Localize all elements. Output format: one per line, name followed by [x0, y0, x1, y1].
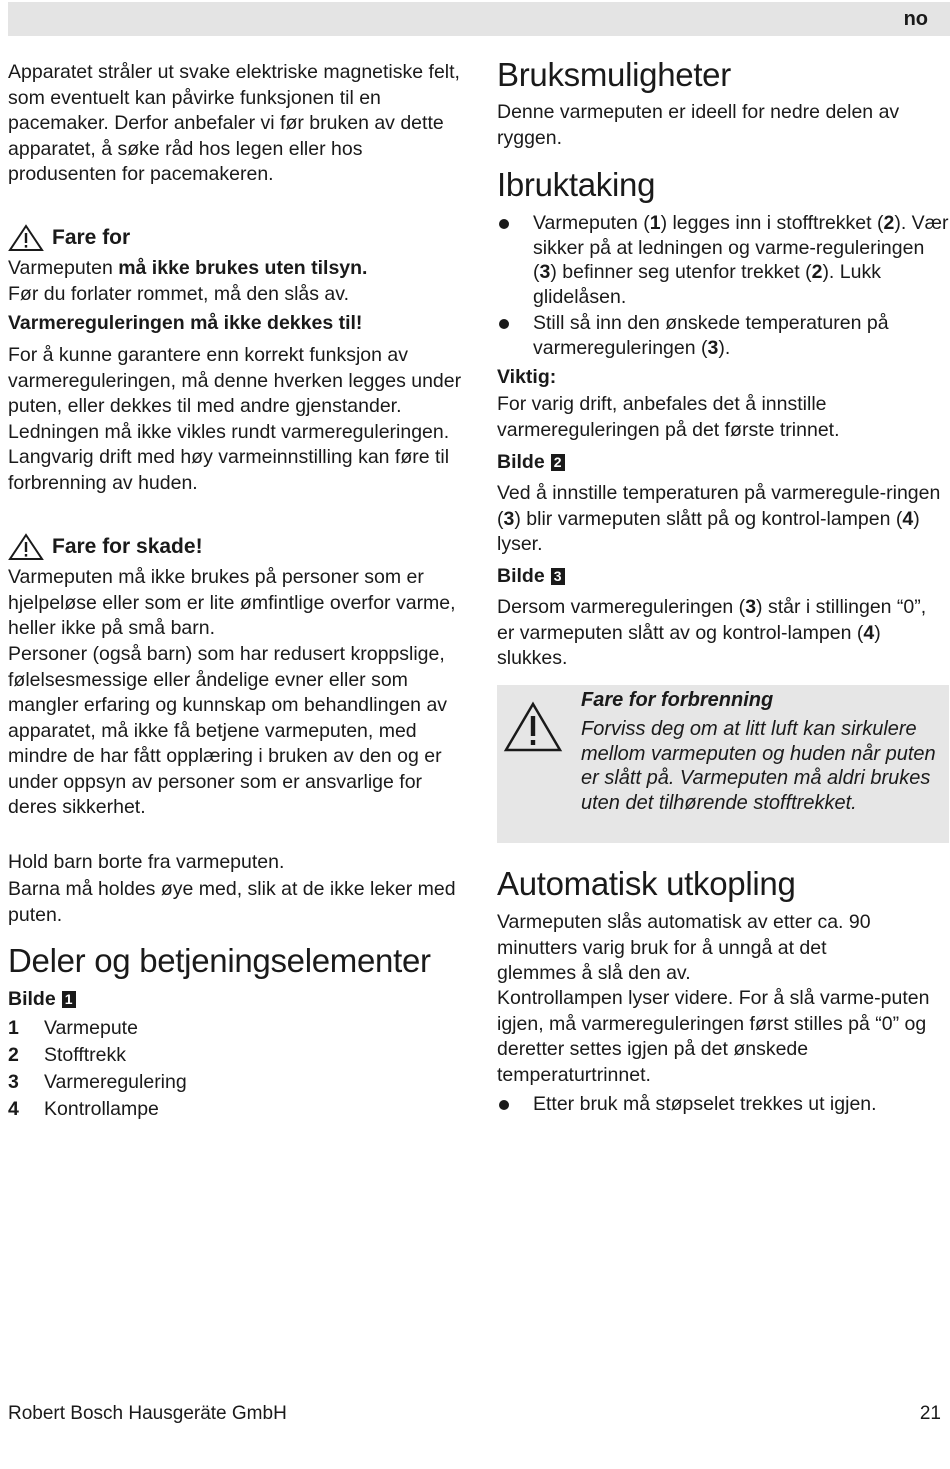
- step-text: ).: [718, 336, 731, 359]
- do-not-cover-line: Varmereguleringen må ikke dekkes til!: [8, 312, 363, 334]
- part-label: Stofftrekk: [44, 1044, 127, 1066]
- header-bar: [8, 2, 950, 36]
- usage-text: Denne varmeputen er ideell for nedre delen av ryggen.: [497, 101, 900, 149]
- figure-text: Ved å innstille temperaturen på varmeregule-ringen (: [497, 482, 941, 530]
- auto-off-steps: [497, 1092, 947, 1117]
- important-label: Viktig:: [497, 366, 557, 388]
- startup-step-1: [497, 211, 949, 309]
- important-text: For varig drift, anbefales det å innstille varmereguleringen på det første trinnet.: [497, 393, 840, 441]
- step-text: ). Vær sikker på at ledningen og varme-reguleringen (: [533, 212, 949, 283]
- startup-heading: Ibruktaking: [497, 166, 656, 203]
- figure-label-text: Bilde: [497, 451, 545, 473]
- usage-heading: Bruksmuligheter: [497, 56, 731, 93]
- figure-3-text: [497, 595, 945, 672]
- supervision-line: [8, 256, 463, 282]
- regulator-paragraph: For å kunne garantere enn korrekt funksjon av varmereguleringen, må denne hverken legges under puten, eller dekkes til med andre gjenstander. Ledningen må ikke vikles rundt varmereguleringen. Langvarig drift med høy varmeinnstilling kan føre til forbrenning av huden.: [8, 344, 462, 494]
- step-ref: 1: [649, 212, 661, 234]
- figure-label-text: Bilde: [497, 565, 545, 587]
- step-ref: 2: [811, 261, 823, 283]
- injury-paragraph-1: Varmeputen må ikke brukes på personer som er hjelpeløse eller som er lite ømfintlige overfor varme, heller ikke på små barn.: [8, 566, 456, 639]
- part-number: 4: [8, 1098, 19, 1120]
- startup-step-2: [497, 311, 949, 360]
- warning-triangle-icon: [8, 224, 44, 252]
- warning-title-2: Fare for skade!: [52, 535, 203, 558]
- page-number: 21: [919, 1403, 941, 1424]
- part-label: Kontrollampe: [44, 1098, 159, 1120]
- parts-list-item: [8, 1069, 187, 1096]
- injury-paragraph-3: Hold barn borte fra varmeputen.: [8, 851, 285, 873]
- injury-paragraph-2: Personer (også barn) som har redusert kroppslige, følelsesmessige eller åndelige evner eller som mangler erfaring og kunnskap om behandlingen av apparatet, må ikke få betjene varmeputen, med mindre de har fått opplæring i bruken av den og er under oppsyn av personer som er ansvarlige for deres sikkerhet.: [8, 643, 448, 818]
- caution-text: Forviss deg om at litt luft kan sirkulere mellom varmeputen og huden når puten er slått på. Varmeputen må aldri brukes uten det tilhørende stofftrekket.: [581, 718, 936, 814]
- figure-2-label: [497, 449, 565, 475]
- step-ref: 3: [707, 336, 719, 359]
- part-number: 1: [8, 1017, 19, 1039]
- figure-3-label: [497, 563, 565, 589]
- step-ref: 3: [539, 261, 551, 283]
- step-text: ) befinner seg utenfor trekket (: [550, 261, 812, 283]
- figure-number-box: 2: [551, 454, 565, 471]
- step-text: Varmeputen (: [533, 212, 650, 234]
- auto-off-paragraph-2: Kontrollampen lyser videre. For å slå varme-puten igjen, må varmereguleringen først stilles på “0” og deretter settes igjen på det ønskede temperaturtrinnet.: [497, 987, 930, 1086]
- step-text: Still så inn den ønskede temperaturen på varmereguleringen (: [533, 312, 889, 359]
- caution-title: Fare for forbrenning: [581, 689, 774, 711]
- supervision-text: Varmeputen: [8, 257, 119, 279]
- figure-text: ) blir varmeputen slått på og kontrol-lampen (: [514, 507, 903, 530]
- figure-text: ) står i stillingen “0”, er varmeputen slått av og kontrol-lampen (: [497, 596, 927, 644]
- figure-text: Dersom varmereguleringen (: [497, 596, 746, 618]
- figure-number-box: 3: [551, 568, 565, 585]
- part-number: 3: [8, 1071, 19, 1093]
- pacemaker-notice: Apparatet stråler ut svake elektriske magnetiske felt, som eventuelt kan påvirke funksjonen til en pacemaker. Derfor anbefaler vi før bruken av dette apparatet, å søke råd hos legen eller hos produsenten for pacemakeren.: [8, 61, 460, 185]
- warning-heading-2: [8, 533, 203, 561]
- parts-heading: Deler og betjeningselementer: [8, 942, 431, 979]
- figure-ref: 3: [745, 596, 757, 618]
- figure-label-text: Bilde: [8, 988, 56, 1010]
- figure-text: ) lyser.: [497, 507, 920, 555]
- step-text: ) legges inn i stofftrekket (: [660, 212, 884, 234]
- caution-content: [581, 687, 941, 815]
- language-code: no: [903, 8, 928, 30]
- figure-text: ) slukkes.: [497, 621, 881, 669]
- warning-triangle-icon: [8, 533, 44, 561]
- injury-paragraph-4: Barna må holdes øye med, slik at de ikke leker med puten.: [8, 878, 456, 926]
- auto-off-paragraph-1: Varmeputen slås automatisk av etter ca. 90 minutters varig bruk for å unngå at det glemmes å slå den av.: [497, 911, 871, 984]
- supervision-bold: må ikke brukes uten tilsyn.: [118, 257, 368, 279]
- warning-triangle-icon: [503, 701, 563, 753]
- warning-heading-1: [8, 224, 130, 252]
- parts-list-item: [8, 1015, 187, 1042]
- footer-company: Robert Bosch Hausgeräte GmbH: [8, 1403, 287, 1424]
- figure-ref: 4: [902, 507, 914, 530]
- step-ref: 2: [883, 212, 895, 234]
- step-text: ). Lukk glidelåsen.: [533, 261, 881, 308]
- part-number: 2: [8, 1044, 19, 1066]
- auto-off-step: Etter bruk må støpselet trekkes ut igjen.: [497, 1092, 947, 1117]
- figure-ref: 4: [863, 621, 875, 644]
- parts-list: [8, 1015, 187, 1123]
- warning-title-1: Fare for: [52, 226, 131, 249]
- part-label: Varmepute: [44, 1017, 138, 1039]
- burn-caution-box: [497, 685, 949, 843]
- auto-off-heading: Automatisk utkopling: [497, 865, 796, 902]
- parts-list-item: [8, 1042, 187, 1069]
- switch-off-line: Før du forlater rommet, må den slås av.: [8, 283, 349, 305]
- part-label: Varmeregulering: [44, 1071, 187, 1093]
- startup-steps: [497, 211, 949, 360]
- parts-list-item: [8, 1096, 187, 1123]
- figure-2-text: [497, 481, 945, 558]
- figure-number-box: 1: [62, 991, 76, 1008]
- figure-ref: 3: [503, 507, 515, 530]
- parts-figure-label: [8, 986, 76, 1012]
